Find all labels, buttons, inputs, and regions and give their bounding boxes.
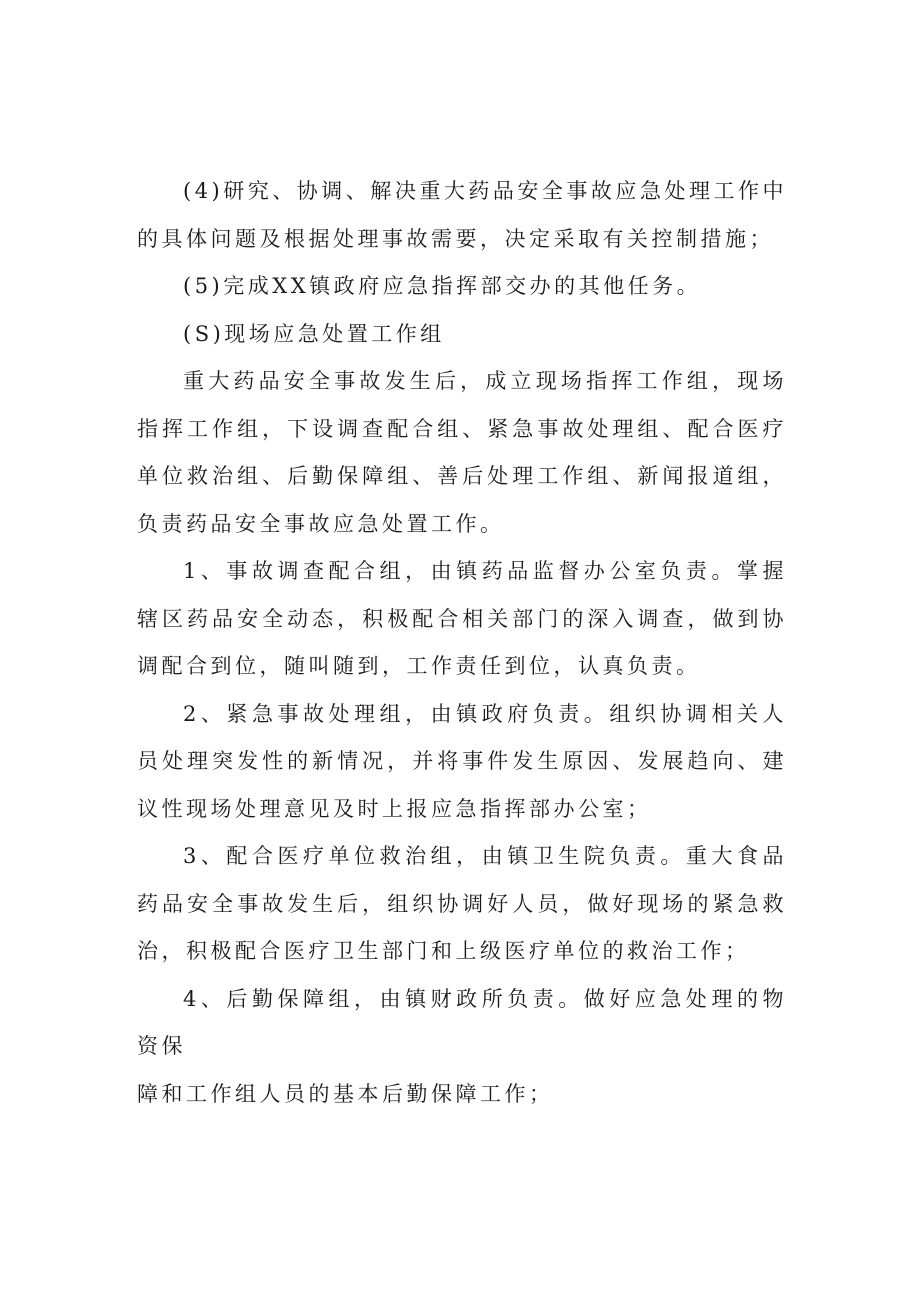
paragraph-medical-rescue-group: 3、配合医疗单位救治组，由镇卫生院负责。重大食品药品安全事故发生后，组织协调好人员，做好现场的紧急救治，积极配合医疗卫生部门和上级医疗单位的救治工作； (137, 844, 787, 963)
paragraph-onsite-overview: 重大药品安全事故发生后，成立现场指挥工作组，现场指挥工作组，下设调查配合组、紧急事故处理组、配合医疗单位救治组、后勤保障组、善后处理工作组、新闻报道组，负责药品安全事故应急处置工作。 (137, 369, 787, 536)
paragraph-logistics-group: 4、后勤保障组，由镇财政所负责。做好应急处理的物资保 (137, 986, 787, 1058)
paragraph-item-4: (4)研究、协调、解决重大药品安全事故应急处理工作中的具体问题及根据处理事故需要，决定采取有关控制措施； (137, 179, 787, 251)
document-body (137, 168, 787, 1118)
section-heading-onsite-group: (S)现场应急处置工作组 (183, 321, 445, 346)
paragraph-item-5: (5)完成XX镇政府应急指挥部交办的其他任务。 (183, 274, 702, 298)
paragraph-logistics-continued: 障和工作组人员的基本后勤保障工作； (137, 1081, 554, 1106)
paragraph-emergency-handling-group: 2、紧急事故处理组，由镇政府负责。组织协调相关人员处理突发性的新情况，并将事件发生原因、发展趋向、建议性现场处理意见及时上报应急指挥部办公室； (137, 701, 787, 821)
paragraph-investigation-group: 1、事故调查配合组，由镇药品监督办公室负责。掌握辖区药品安全动态，积极配合相关部门的深入调查，做到协调配合到位，随叫随到，工作责任到位，认真负责。 (137, 559, 787, 678)
